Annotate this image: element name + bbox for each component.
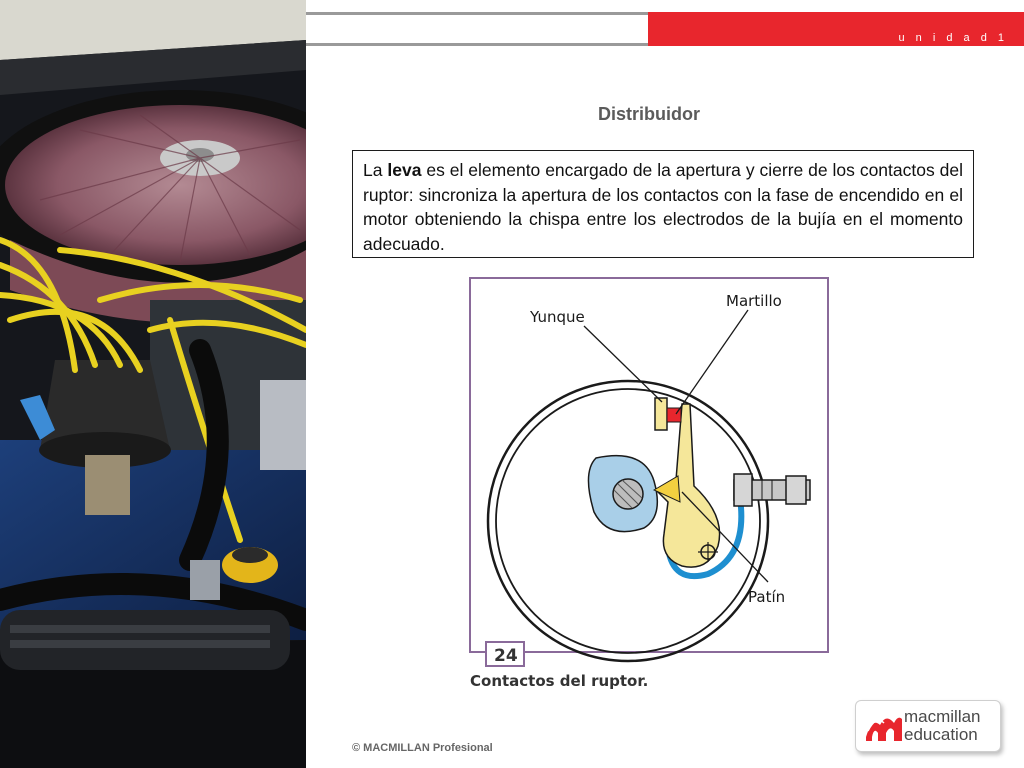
label-martillo: Martillo — [726, 292, 782, 310]
description-bold-term: leva — [387, 160, 422, 180]
slide-title: Distribuidor — [598, 104, 700, 124]
header-red-bar — [648, 12, 1024, 46]
unit-label: u n i d a d 1 — [898, 32, 1008, 44]
macmillan-education-logo — [855, 700, 1001, 752]
description-text-rest: es el elemento encargado de la apertura y cierre de los contactos del ruptor: sincroniza la apertura de los contactos con la fase de encendido en el motor obteniendo la chispa entre los electrodos de la bujía en el momento adecuado. — [363, 160, 963, 254]
engine-photo-illustration — [0, 0, 306, 768]
description-box — [352, 150, 974, 258]
breaker-contacts-diagram — [468, 276, 832, 694]
label-yunque: Yunque — [530, 308, 585, 326]
logo-text-education: education — [904, 725, 978, 744]
anvil — [655, 398, 667, 430]
figure-number: 24 — [494, 646, 518, 666]
engine-photo — [0, 0, 306, 768]
copyright-text: © MACMILLAN Profesional — [352, 742, 493, 754]
header-grey-line-top — [306, 12, 648, 15]
figure-caption: Contactos del ruptor. — [470, 672, 649, 690]
description-text-start: La — [363, 160, 388, 180]
header-grey-line-bottom — [306, 43, 648, 46]
macmillan-logo-icon — [864, 707, 904, 747]
breaker-contacts-figure — [468, 276, 832, 694]
label-patin: Patín — [748, 588, 786, 606]
logo-text-macmillan: macmillan — [904, 707, 981, 726]
